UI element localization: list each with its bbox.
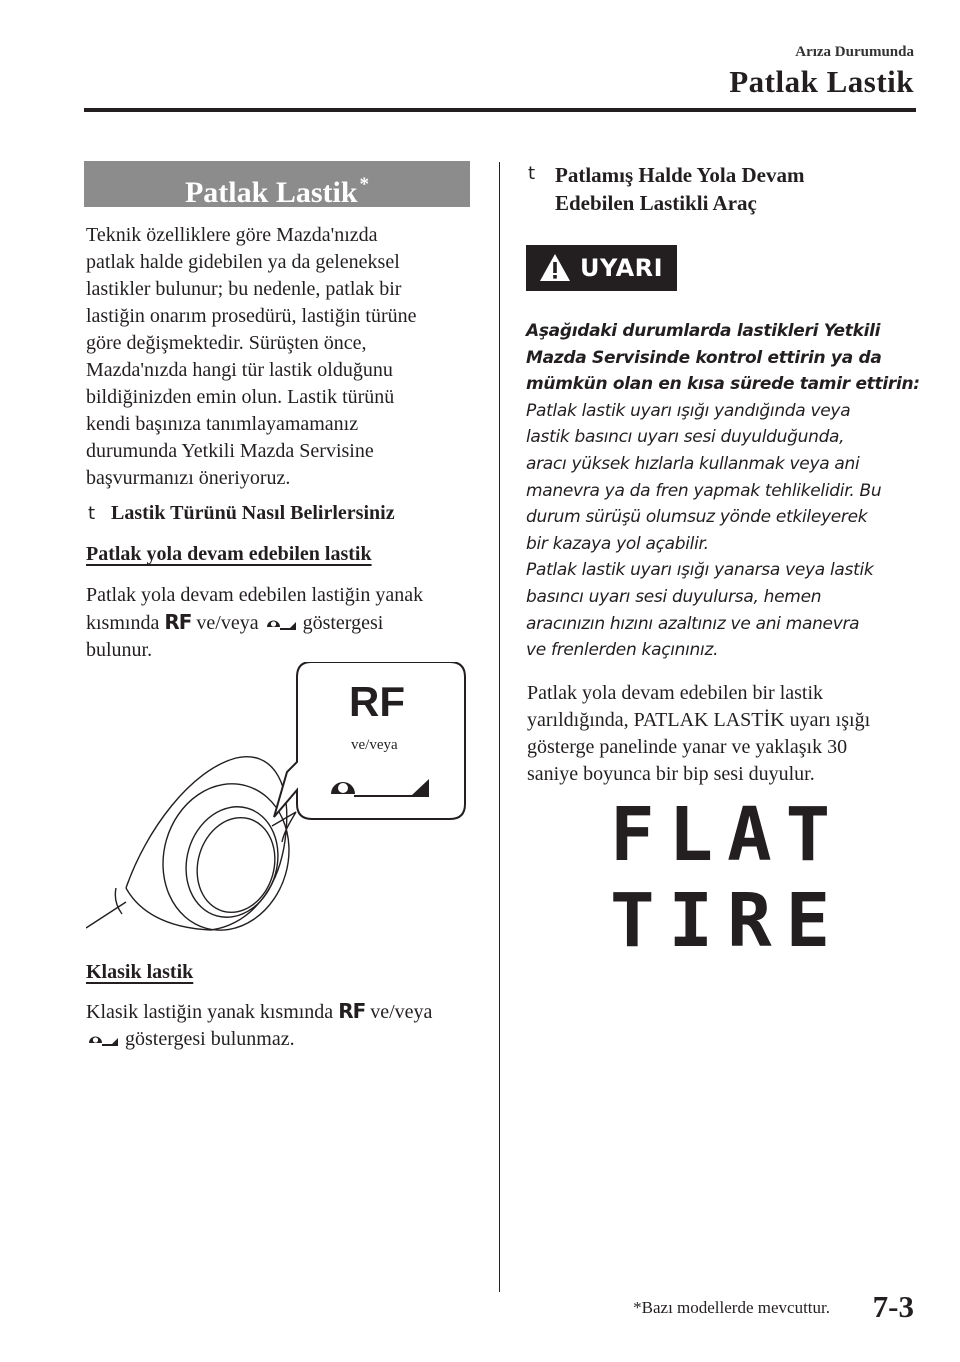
warning-line: basıncı uyarı sesi duyulursa, hemen [526, 586, 822, 607]
bullet-marker: t [528, 163, 536, 184]
intro-line: patlak halde gidebilen ya da geleneksel [86, 251, 400, 273]
warning-line: aracınızın hızını azaltınız ve ani manevra [526, 613, 860, 634]
paragraph-line: yarıldığında, PATLAK LASTİK uyarı ışığı [527, 709, 871, 731]
warning-bold-line: mümkün olan en kısa sürede tamir ettirin: [526, 374, 920, 395]
intro-line: lastiğin onarım prosedürü, lastiğin türüne [86, 305, 417, 327]
warning-line: aracı yüksek hızlarla kullanmak veya ani [526, 453, 860, 474]
bullet-marker: t [88, 503, 96, 524]
indicator-line: TIRE [610, 878, 845, 964]
flat-tire-paragraph [527, 680, 927, 788]
figure-rf-label: RF [349, 678, 405, 725]
header-rule [84, 108, 916, 112]
section-banner [84, 161, 470, 207]
warning-bold-line: Mazda Servisinde kontrol ettirin ya da [526, 347, 882, 368]
warning-badge [526, 245, 677, 291]
intro-line: göre değişmektedir. Sürüşten önce, [86, 332, 367, 354]
indicator-line: FLAT [610, 792, 845, 878]
runflat-line: Patlak yola devam edebilen lastiğin yanak [86, 584, 424, 606]
classic-line: Klasik lastiğin yanak kısmında RF ve/veya [86, 999, 433, 1023]
rf-mark: RF [338, 999, 366, 1023]
paragraph-line: saniye boyunca bir bip sesi duyulur. [527, 763, 815, 785]
intro-line: bildiğinizden emin olun. Lastik türünü [86, 386, 395, 408]
runflat-tire-icon [86, 1029, 120, 1047]
warning-text [526, 318, 936, 664]
chapter-title: Arıza Durumunda [795, 44, 914, 60]
classic-heading: Klasik lastik [86, 961, 194, 983]
warning-line: ve frenlerden kaçınınız. [526, 640, 719, 661]
warning-line: durum sürüşü olumsuz yönde etkileyerek [526, 507, 868, 528]
warning-line: lastik basıncı uyarı sesi duyulduğunda, [526, 427, 845, 448]
warning-line: manevra ya da fren yapmak tehlikelidir. Bu [526, 480, 882, 501]
figure-or-label: ve/veya [351, 737, 398, 753]
runflat-line: kısmında RF ve/veya göstergesi [86, 610, 384, 634]
intro-paragraph [86, 222, 476, 492]
tire-sidewall-figure [86, 662, 471, 932]
classic-paragraph [86, 998, 486, 1053]
banner-title: Patlak Lastik [184, 176, 358, 209]
warning-line: Patlak lastik uyarı ışığı yanarsa veya lastik [526, 560, 874, 581]
flat-tire-indicator [610, 792, 845, 964]
intro-line: Teknik özelliklere göre Mazda'nızda [86, 224, 378, 246]
intro-line: Mazda'nızda hangi tür lastik olduğunu [86, 359, 393, 381]
section-heading: Lastik Türünü Nasıl Belirlersiniz [111, 502, 395, 524]
intro-line: durumunda Yetkili Mazda Servisine [86, 440, 374, 462]
runflat-heading: Patlak yola devam edebilen lastik [86, 543, 372, 565]
paragraph-line: gösterge panelinde yanar ve yaklaşık 30 [527, 736, 848, 758]
warning-bold-line: Aşağıdaki durumlarda lastikleri Yetkili [526, 321, 881, 341]
intro-line: lastikler bulunur; bu nedenle, patlak bir [86, 278, 402, 300]
runflat-line: bulunur. [86, 639, 153, 661]
warning-triangle-icon [539, 253, 571, 282]
page-section-title: Patlak Lastik [729, 64, 914, 99]
warning-label: UYARI [580, 254, 664, 282]
classic-line: göstergesi bulunmaz. [86, 1026, 486, 1053]
page-number: 7-3 [872, 1289, 914, 1324]
intro-line: başvurmanızı öneriyoruz. [86, 467, 291, 489]
runflat-paragraph [86, 582, 486, 664]
footnote-mark: * [359, 174, 370, 195]
right-section-heading: Patlamış Halde Yola Devam Edebilen Lastikli Araç [555, 163, 805, 215]
column-divider [499, 162, 500, 1292]
rf-mark: RF [164, 610, 192, 634]
warning-line: bir kazaya yol açabilir. [526, 533, 709, 554]
paragraph-line: Patlak yola devam edebilen bir lastik [527, 682, 824, 704]
warning-line: Patlak lastik uyarı ışığı yandığında veya [526, 400, 851, 421]
runflat-tire-icon [264, 613, 298, 631]
intro-line: kendi başınıza tanımlayamamanız [86, 413, 359, 435]
footnote: *Bazı modellerde mevcuttur. [633, 1298, 830, 1317]
